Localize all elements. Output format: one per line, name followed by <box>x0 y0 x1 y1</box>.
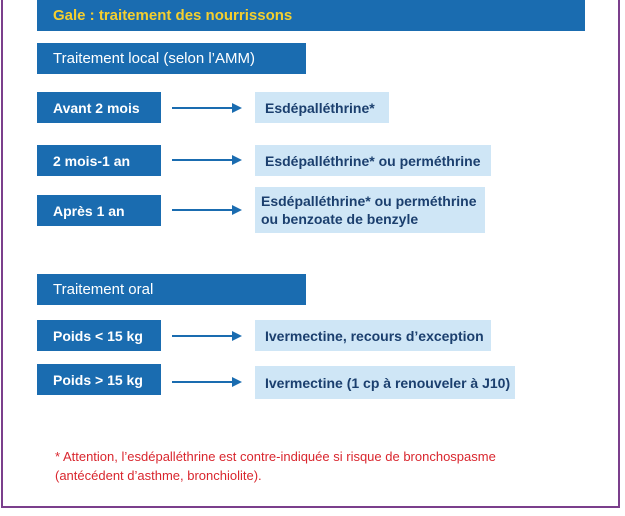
age-label: Avant 2 mois <box>53 99 140 116</box>
title-bar <box>37 0 585 31</box>
arrow-icon <box>172 330 242 342</box>
age-box-2-months-1-year <box>37 145 161 176</box>
treatment-label-line-2: ou benzoate de benzyle <box>261 211 419 227</box>
age-box-after-1-year <box>37 195 161 226</box>
arrow-icon <box>172 376 242 388</box>
age-label: Après 1 an <box>53 202 125 219</box>
arrow-icon <box>172 154 242 166</box>
treatment-box-ivermectine-exception <box>255 320 491 351</box>
treatment-box-three-options <box>255 187 485 233</box>
age-label: 2 mois-1 an <box>53 152 131 169</box>
treatment-box-esdepallethrine <box>255 92 389 123</box>
figure-frame <box>1 0 620 508</box>
arrow-icon <box>172 204 242 216</box>
weight-box-over-15kg <box>37 364 161 395</box>
weight-label: Poids > 15 kg <box>53 371 143 388</box>
treatment-box-esdepallethrine-or-permethrine <box>255 145 491 176</box>
oral-treatment-label: Traitement oral <box>53 281 154 298</box>
footnote <box>55 447 595 485</box>
footnote-line-2: (antécédent d’asthme, bronchiolite). <box>55 468 262 483</box>
weight-box-under-15kg <box>37 320 161 351</box>
treatment-label: Ivermectine, recours d’exception <box>265 327 484 344</box>
local-treatment-label: Traitement local (selon l’AMM) <box>53 50 255 67</box>
treatment-label-line-1: Esdépalléthrine* ou perméthrine <box>261 193 477 209</box>
weight-label: Poids < 15 kg <box>53 327 143 344</box>
local-treatment-header <box>37 43 306 74</box>
treatment-label: Esdépalléthrine* ou perméthrine <box>265 152 481 169</box>
age-box-before-2-months <box>37 92 161 123</box>
treatment-box-ivermectine-j10 <box>255 366 515 399</box>
arrow-icon <box>172 102 242 114</box>
footnote-line-1: * Attention, l’esdépalléthrine est contre-indiquée si risque de bronchospasme <box>55 449 496 464</box>
treatment-label: Ivermectine (1 cp à renouveler à J10) <box>265 374 511 391</box>
figure-title: Gale : traitement des nourrissons <box>53 7 293 24</box>
treatment-label: Esdépalléthrine* <box>265 99 375 116</box>
oral-treatment-header <box>37 274 306 305</box>
